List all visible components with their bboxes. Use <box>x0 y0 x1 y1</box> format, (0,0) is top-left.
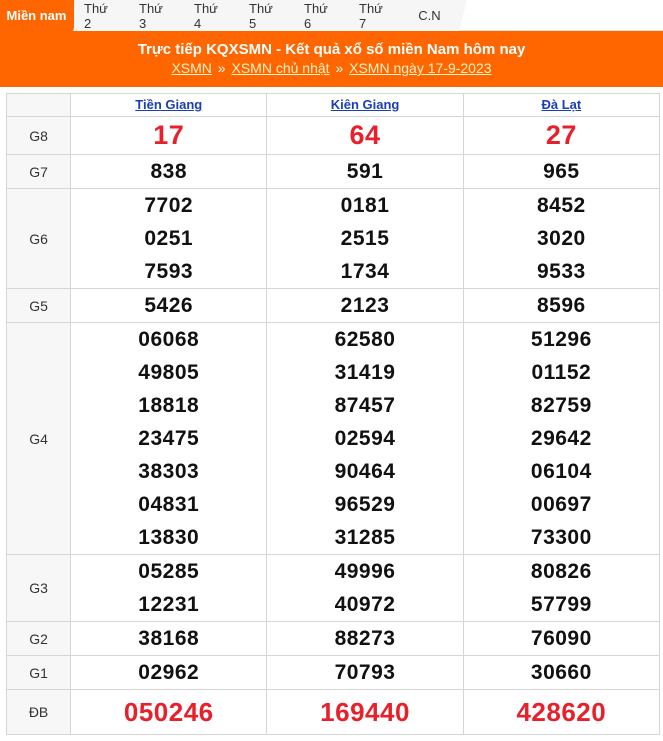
prize-cell <box>267 622 463 656</box>
prize-number: 04831 <box>138 493 200 516</box>
prize-number: 2123 <box>340 294 390 317</box>
prize-cell <box>463 656 659 690</box>
prize-number: 7593 <box>144 260 194 283</box>
prize-number: 169440 <box>320 697 410 727</box>
tab-thu-7[interactable]: Thứ 7 <box>349 0 404 31</box>
prize-number: 51296 <box>530 328 592 351</box>
prize-cell <box>463 155 659 189</box>
prize-cell <box>71 690 267 735</box>
prize-row <box>7 323 660 555</box>
prize-number: 96529 <box>334 493 396 516</box>
page-title: Trực tiếp KQXSMN - Kết quả xổ số miền Nam hôm nay <box>137 41 526 58</box>
prize-number: 31285 <box>334 526 396 549</box>
prize-number: 17 <box>153 120 185 150</box>
prize-cell <box>71 622 267 656</box>
prize-number: 80826 <box>530 560 592 583</box>
header-corner <box>7 94 71 117</box>
prize-cell <box>267 189 463 289</box>
prize-number: 12231 <box>138 593 200 616</box>
prize-number: 01152 <box>531 361 592 384</box>
prize-number: 7702 <box>144 194 194 217</box>
prize-row <box>7 189 660 289</box>
prize-cell <box>267 690 463 735</box>
prize-number: 23475 <box>138 427 200 450</box>
breadcrumb-xsmn[interactable]: XSMN <box>171 60 212 76</box>
breadcrumb <box>0 59 663 78</box>
tab-thu-6[interactable]: Thứ 6 <box>294 0 349 31</box>
prize-number: 90464 <box>334 460 396 483</box>
province-link-da-lat[interactable]: Đà Lạt <box>541 97 582 112</box>
tab-thu-2[interactable]: Thứ 2 <box>74 0 129 31</box>
prize-cell <box>267 555 463 622</box>
prize-number: 38168 <box>138 627 200 650</box>
prize-number: 06068 <box>138 328 200 351</box>
tab-chu-nhat[interactable]: C.N <box>404 0 459 31</box>
prize-number: 2515 <box>340 227 390 250</box>
prize-number: 5426 <box>144 294 194 317</box>
prize-number: 06104 <box>530 460 592 483</box>
results-banner <box>0 31 663 87</box>
prize-number: 838 <box>150 160 188 183</box>
prize-number: 30660 <box>530 661 592 684</box>
prize-cell <box>71 323 267 555</box>
prize-cell <box>267 656 463 690</box>
prize-number: 49996 <box>334 560 396 583</box>
prize-number: 70793 <box>334 661 396 684</box>
tab-thu-4[interactable]: Thứ 4 <box>184 0 239 31</box>
prize-number: 8596 <box>536 294 586 317</box>
prize-number: 02962 <box>138 661 200 684</box>
prize-number: 0251 <box>144 227 194 250</box>
prize-cell <box>267 323 463 555</box>
prize-number: 38303 <box>138 460 200 483</box>
tab-mien-nam[interactable]: Miền nam <box>0 0 73 31</box>
prize-row <box>7 117 660 155</box>
prize-cell <box>71 189 267 289</box>
prize-number: 73300 <box>530 526 592 549</box>
prize-number: 64 <box>349 120 381 150</box>
prize-cell <box>71 656 267 690</box>
prize-number: 965 <box>543 160 580 183</box>
prize-number: 76090 <box>530 627 592 650</box>
prize-number: 13830 <box>138 526 200 549</box>
tab-thu-3[interactable]: Thứ 3 <box>129 0 184 31</box>
province-header <box>463 94 659 117</box>
prize-cell <box>463 690 659 735</box>
prize-row <box>7 555 660 622</box>
prize-number: 18818 <box>138 394 200 417</box>
prize-label: G7 <box>7 155 71 189</box>
results-container <box>0 87 663 735</box>
prize-label: G2 <box>7 622 71 656</box>
prize-number: 82759 <box>530 394 592 417</box>
prize-number: 0181 <box>340 194 390 217</box>
province-header-row <box>7 94 660 117</box>
prize-cell <box>267 117 463 155</box>
prize-label: G8 <box>7 117 71 155</box>
prize-cell <box>71 289 267 323</box>
prize-cell <box>71 555 267 622</box>
prize-row <box>7 289 660 323</box>
tab-thu-5[interactable]: Thứ 5 <box>239 0 294 31</box>
breadcrumb-separator: » <box>335 60 344 76</box>
results-table <box>6 93 660 735</box>
prize-label: ĐB <box>7 690 71 735</box>
prize-number: 87457 <box>334 394 396 417</box>
prize-label: G5 <box>7 289 71 323</box>
prize-cell <box>463 117 659 155</box>
province-header <box>71 94 267 117</box>
prize-number: 29642 <box>530 427 592 450</box>
prize-row <box>7 656 660 690</box>
prize-number: 62580 <box>334 328 396 351</box>
prize-number: 40972 <box>334 593 396 616</box>
prize-number: 31419 <box>334 361 396 384</box>
breadcrumb-xsmn-date[interactable]: XSMN ngày 17-9-2023 <box>349 60 492 76</box>
prize-number: 57799 <box>530 593 592 616</box>
prize-number: 02594 <box>334 427 396 450</box>
prize-cell <box>71 117 267 155</box>
province-link-kien-giang[interactable]: Kiên Giang <box>330 97 400 112</box>
prize-cell <box>463 555 659 622</box>
prize-cell <box>267 155 463 189</box>
prize-number: 88273 <box>334 627 396 650</box>
prize-number: 27 <box>545 120 577 150</box>
prize-label: G3 <box>7 555 71 622</box>
prize-number: 49805 <box>138 361 200 384</box>
prize-row <box>7 690 660 735</box>
region-tabs <box>0 0 663 31</box>
province-header <box>267 94 463 117</box>
prize-number: 00697 <box>530 493 592 516</box>
prize-cell <box>463 189 659 289</box>
prize-cell <box>463 622 659 656</box>
prize-cell <box>71 155 267 189</box>
prize-number: 8452 <box>536 194 586 217</box>
province-link-tien-giang[interactable]: Tiền Giang <box>135 97 203 112</box>
prize-number: 05285 <box>138 560 200 583</box>
prize-number: 428620 <box>516 697 607 727</box>
prize-label: G1 <box>7 656 71 690</box>
breadcrumb-xsmn-chu-nhat[interactable]: XSMN chủ nhật <box>231 60 330 76</box>
prize-cell <box>463 323 659 555</box>
prize-label: G4 <box>7 323 71 555</box>
prize-cell <box>267 289 463 323</box>
prize-row <box>7 155 660 189</box>
breadcrumb-separator: » <box>217 60 226 76</box>
prize-row <box>7 622 660 656</box>
prize-body <box>7 117 660 735</box>
prize-number: 9533 <box>536 260 586 283</box>
prize-number: 050246 <box>123 697 214 727</box>
prize-number: 1734 <box>340 260 390 283</box>
prize-label: G6 <box>7 189 71 289</box>
prize-number: 3020 <box>536 227 586 250</box>
prize-number: 591 <box>346 160 384 183</box>
prize-cell <box>463 289 659 323</box>
